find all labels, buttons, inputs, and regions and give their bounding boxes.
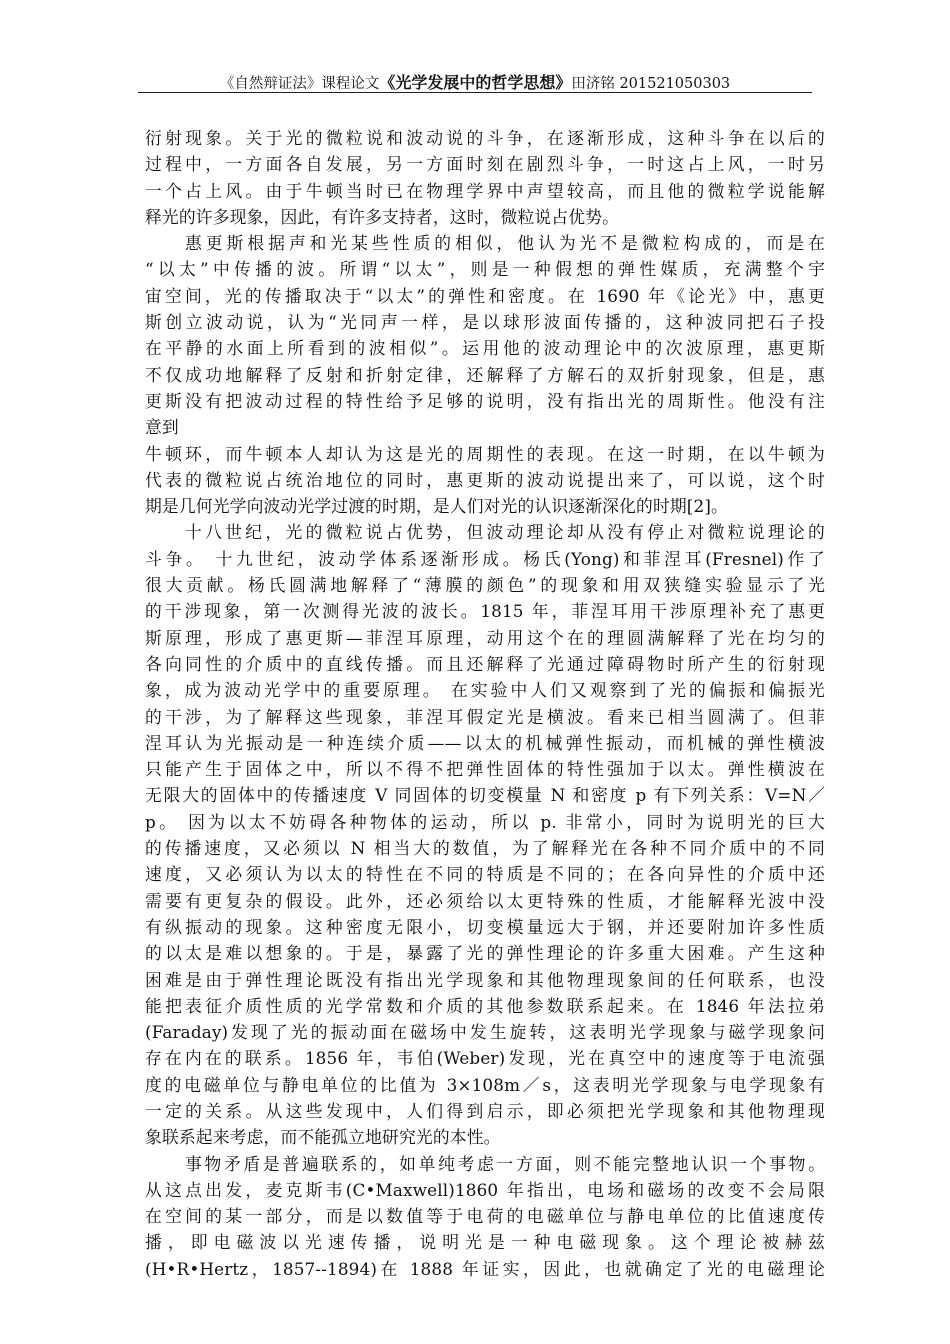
text-line: 十八世纪，光的微粒说占优势，但波动理论却从没有停止对微粒说理论的 [185, 522, 825, 543]
text-line: 很大贡献。杨氏圆满地解释了“薄膜的颜色”的现象和用双狭缝实验显示了光 [145, 575, 825, 596]
text-line: 宙空间，光的传播取决于“以太”的弹性和密度。在 1690 年《论光》中，惠更 [145, 285, 825, 306]
text-line: 需要有更复杂的假设。此外，还必须给以太更特殊的性质，才能解释光波中没 [145, 890, 825, 911]
text-line: 代表的微粒说占统治地位的同时，惠更斯的波动说提出来了，可以说，这个时 [145, 469, 825, 490]
text-line: “以太”中传播的波。所谓“以太”，则是一种假想的弹性媒质，充满整个宇 [145, 259, 825, 280]
text-line: 在空间的某一部分，而是以数值等于电荷的电磁单位与静电单位的比值速度传 [145, 1206, 825, 1227]
text-line: (H•R•Hertz，1857--1894)在 1888 年证实，因此，也就确定了光的电磁理论 [145, 1258, 825, 1279]
text-line: 困难是由于弹性理论既没有指出光学现象和其他物理现象间的任何联系，也没 [145, 969, 825, 990]
page-header [138, 74, 812, 93]
text-line: 各向同性的介质中的直线传播。而且还解释了光通过障碍物时所产生的衍射现 [145, 653, 825, 674]
text-line: 牛顿环，而牛顿本人却认为这是光的周期性的表现。在这一时期，在以牛顿为 [145, 443, 825, 464]
text-line: 涅耳认为光振动是一种连续介质——以太的机械弹性振动，而机械的弹性横波 [145, 732, 825, 753]
text-line: 象，成为波动光学中的重要原理。 在实验中人们又观察到了光的偏振和偏振光 [145, 680, 825, 701]
text-line: 过程中，一方面各自发展，另一方面时刻在剧烈斗争，一时这占上风，一时另 [145, 154, 825, 175]
text-line: 期是几何光学向波动光学过渡的时期，是人们对光的认识逐渐深化的时期[2]。 [145, 496, 728, 517]
text-line: 斯原理，形成了惠更斯—菲涅耳原理，动用这个在的理圆满解释了光在均匀的 [145, 627, 825, 648]
text-line: 释光的许多现象，因此，有许多支持者，这时，微粒说占优势。 [145, 206, 620, 227]
text-line: 的传播速度，又必须以 N 相当大的数值，为了解释光在各种不同介质中的不同 [145, 838, 825, 859]
text-line: 衍射现象。关于光的微粒说和波动说的斗争，在逐渐形成，这种斗争在以后的 [145, 128, 825, 148]
text-line: 能把表征介质性质的光学常数和介质的其他参数联系起来。在 1846 年法拉弟 [145, 995, 825, 1016]
body-text [145, 125, 825, 1282]
text-line: 度的电磁单位与静电单位的比值为 3×108m／s，这表明光学现象与电学现象有 [145, 1074, 825, 1095]
text-line: 不仅成功地解释了反射和折射定律，还解释了方解石的双折射现象，但是，惠 [145, 364, 825, 385]
text-line: 惠更斯根据声和光某些性质的相似，他认为光不是微粒构成的，而是在 [185, 233, 825, 254]
text-line: 的干涉，为了解释这些现象，菲涅耳假定光是横波。看来已相当圆满了。但菲 [145, 706, 825, 727]
text-line: 只能产生于固体之中，所以不得不把弹性固体的特性强加于以太。弹性横波在 [145, 759, 825, 780]
text-line: 从这点出发，麦克斯韦(C•Maxwell)1860 年指出，电场和磁场的改变不会局限 [145, 1179, 825, 1200]
text-line: (Faraday)发现了光的振动面在磁场中发生旋转，这表明光学现象与磁学现象问 [145, 1022, 825, 1043]
text-line: 播，即电磁波以光速传播，说明光是一种电磁现象。这个理论被赫兹 [145, 1232, 825, 1253]
header-course: 《自然辩证法》课程论文 [219, 76, 380, 92]
text-line: 在平静的水面上所看到的波相似”。运用他的波动理论中的次波原理，惠更斯 [145, 338, 825, 359]
text-line: 一定的关系。从这些发现中，人们得到启示，即必须把光学现象和其他物理现 [145, 1100, 825, 1121]
text-line: 事物矛盾是普遍联系的，如单纯考虑一方面，则不能完整地认识一个事物。 [185, 1153, 825, 1174]
text-line: 斯创立波动说，认为“光同声一样，是以球形波面传播的，这种波同把石子投 [145, 312, 825, 333]
text-line: 存在内在的联系。1856 年，韦伯(Weber)发现，光在真空中的速度等于电流强 [145, 1048, 825, 1069]
text-line: 有纵振动的现象。这种密度无限小，切变模量远大于钢，并还要附加许多性质 [145, 916, 825, 937]
text-line: 的干涉现象，第一次测得光波的波长。1815 年，菲涅耳用干涉原理补充了惠更 [145, 601, 825, 622]
header-rule [138, 92, 812, 93]
text-line: 速度，又必须认为以太的特性在不同的特质是不同的；在各向异性的介质中还 [145, 864, 825, 885]
text-line: 意到 [145, 417, 179, 438]
text-line: 更斯没有把波动过程的特性给予足够的说明，没有指出光的周斯性。他没有注 [145, 390, 825, 411]
text-line: 斗争。 十九世纪，波动学体系逐渐形成。杨氏(Yong)和菲涅耳(Fresnel)作了 [145, 548, 825, 569]
text-line: p。 因为以太不妨碍各种物体的运动，所以 p. 非常小，同时为说明光的巨大 [145, 811, 825, 832]
header-title: 《光学发展中的哲学思想》 [379, 73, 572, 92]
text-line: 无限大的固体中的传播速度 V 同固体的切变模量 N 和密度 p 有下列关系：V=N／ [145, 785, 825, 806]
text-line: 象联系起来考虑，而不能孤立地研究光的本性。 [145, 1127, 501, 1148]
header-author: 田济铭 201521050303 [571, 76, 731, 92]
text-line: 的以太是难以想象的。于是，暴露了光的弹性理论的许多重大困难。产生这种 [145, 943, 825, 964]
text-line: 一个占上风。由于牛顿当时已在物理学界中声望较高，而且他的微粒学说能解 [145, 180, 825, 201]
